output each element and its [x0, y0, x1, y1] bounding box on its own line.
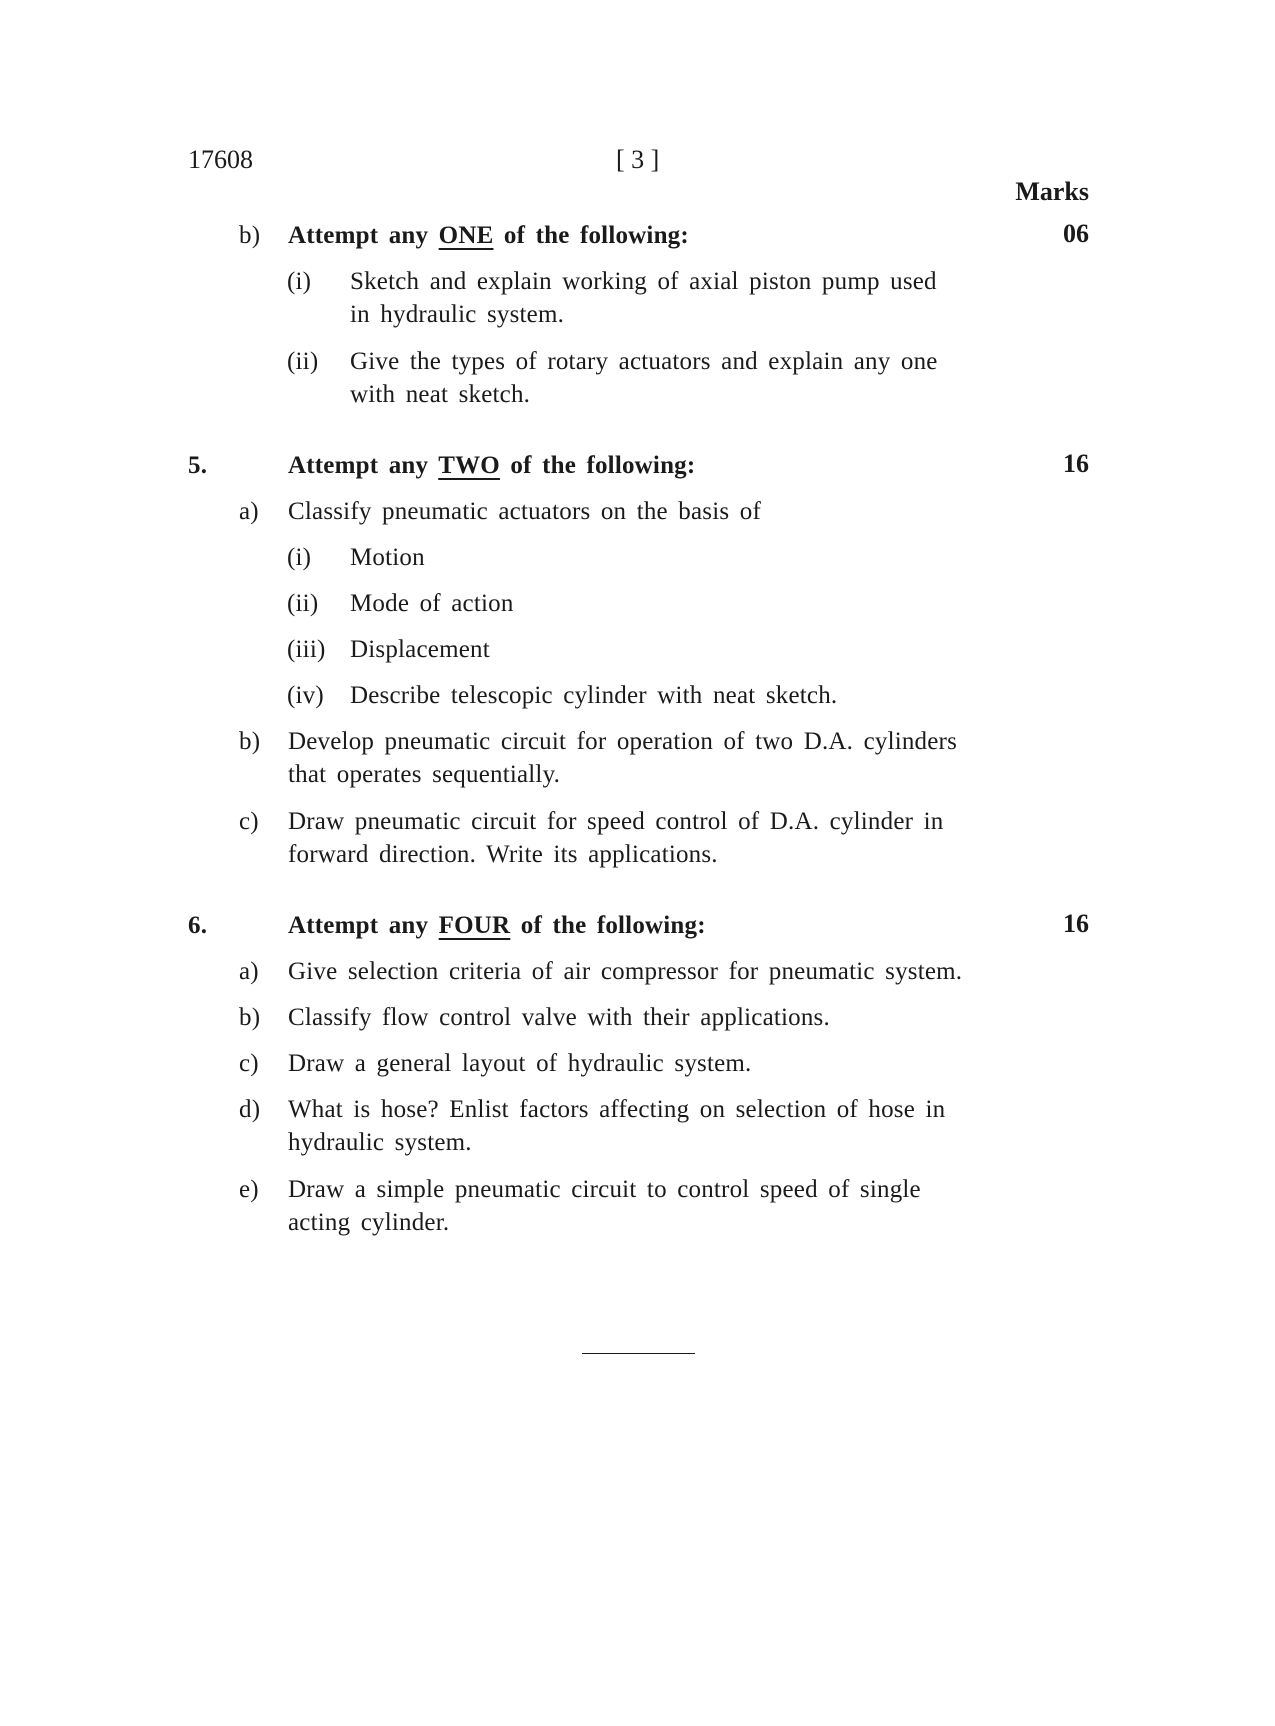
q5a-item-iii-text: Displacement	[350, 636, 490, 663]
q4b-marks: 06	[1063, 219, 1089, 248]
q6e-line2: acting cylinder.	[288, 1209, 450, 1236]
q6d-line2: hydraulic system.	[288, 1129, 472, 1156]
q6a-line1: Give selection criteria of air compressor for pneumatic system.	[288, 958, 963, 985]
instruction-count: ONE	[438, 222, 494, 249]
q5a-item-iv-text: Describe telescopic cylinder with neat sketch.	[350, 682, 838, 709]
instruction-post: of the following:	[499, 452, 696, 479]
q6d-label: d)	[239, 1096, 261, 1123]
page-number: [ 3 ]	[616, 145, 660, 174]
q5a-item-ii-text: Mode of action	[350, 590, 514, 617]
q4b-item-i-label: (i)	[287, 268, 312, 295]
q5b-label: b)	[239, 728, 261, 755]
q5b-line1: Develop pneumatic circuit for operation of two D.A. cylinders	[288, 728, 958, 755]
q5a-text: Classify pneumatic actuators on the basis of	[288, 498, 761, 525]
q6a-label: a)	[239, 958, 259, 985]
q5c-line2: forward direction. Write its applications.	[288, 841, 718, 868]
q6b-line1: Classify flow control valve with their applications.	[288, 1004, 830, 1031]
instruction-pre: Attempt any	[288, 452, 439, 479]
q6e-label: e)	[239, 1176, 259, 1203]
q5b-line2: that operates sequentially.	[288, 761, 561, 788]
instruction-pre: Attempt any	[288, 222, 439, 249]
q5-marks: 16	[1063, 449, 1089, 478]
instruction-pre: Attempt any	[288, 912, 439, 939]
q5a-item-iii-label: (iii)	[287, 636, 326, 663]
q5a-label: a)	[239, 498, 259, 525]
q6c-label: c)	[239, 1050, 259, 1077]
instruction-post: of the following:	[493, 222, 689, 249]
q6-number: 6.	[188, 912, 208, 939]
end-divider	[582, 1353, 695, 1354]
q6-marks: 16	[1063, 909, 1089, 938]
q4b-item-ii-line1: Give the types of rotary actuators and explain any one	[350, 348, 938, 375]
q5-instruction	[288, 449, 695, 482]
q5-number: 5.	[188, 452, 208, 479]
marks-heading: Marks	[1015, 177, 1089, 206]
q5a-item-ii-label: (ii)	[287, 590, 319, 617]
q6e-line1: Draw a simple pneumatic circuit to control speed of single	[288, 1176, 921, 1203]
q5c-line1: Draw pneumatic circuit for speed control of D.A. cylinder in	[288, 808, 944, 835]
q6-instruction	[288, 909, 706, 942]
q4b-label: b)	[239, 222, 261, 249]
q4b-item-ii-line2: with neat sketch.	[350, 381, 531, 408]
q5a-item-i-label: (i)	[287, 544, 312, 571]
q4b-item-i-line1: Sketch and explain working of axial piston pump used	[350, 268, 937, 295]
q6b-label: b)	[239, 1004, 261, 1031]
q5a-item-iv-label: (iv)	[287, 682, 324, 709]
q5c-label: c)	[239, 808, 259, 835]
instruction-post: of the following:	[510, 912, 706, 939]
q6c-line1: Draw a general layout of hydraulic system.	[288, 1050, 752, 1077]
q4b-instruction	[288, 219, 689, 252]
q4b-item-i-line2: in hydraulic system.	[350, 301, 565, 328]
instruction-count: TWO	[438, 452, 500, 479]
paper-code: 17608	[188, 145, 253, 174]
q5a-item-i-text: Motion	[350, 544, 425, 571]
instruction-count: FOUR	[438, 912, 511, 939]
q6d-line1: What is hose? Enlist factors affecting on selection of hose in	[288, 1096, 946, 1123]
q4b-item-ii-label: (ii)	[287, 348, 319, 375]
